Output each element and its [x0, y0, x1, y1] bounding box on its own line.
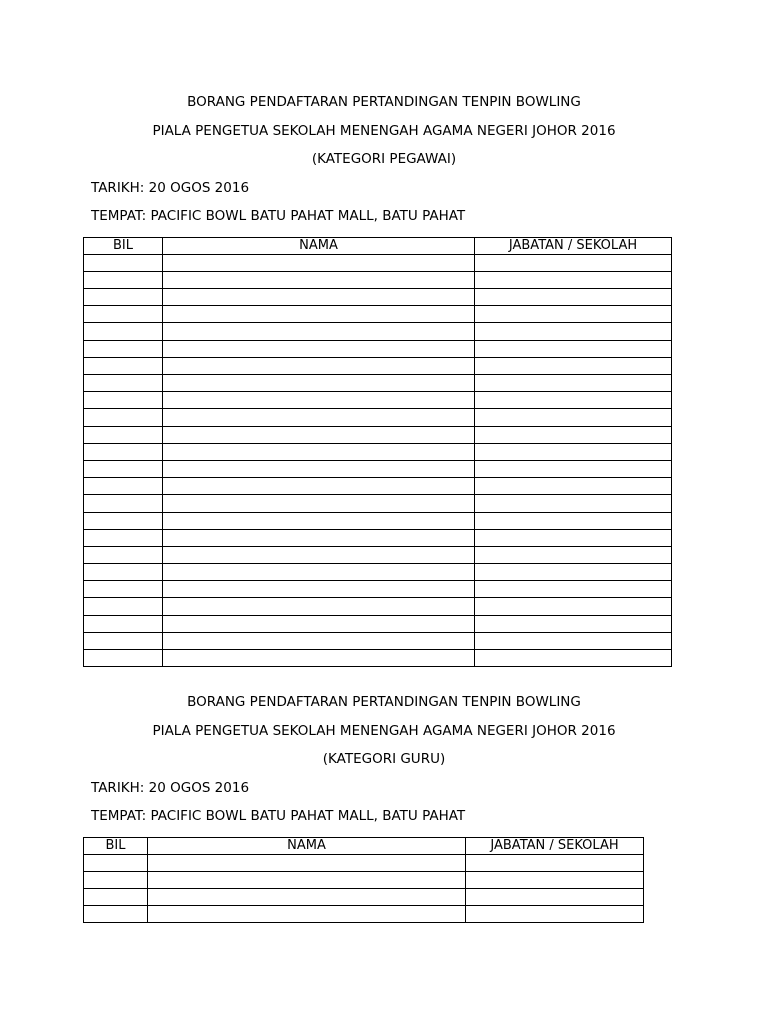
table-row [84, 271, 672, 288]
form-venue: TEMPAT: PACIFIC BOWL BATU PAHAT MALL, BATU PAHAT [91, 808, 466, 824]
cell-jabatan-sekolah[interactable] [475, 512, 672, 529]
table-row [84, 254, 672, 271]
form-category: (KATEGORI PEGAWAI) [311, 151, 457, 167]
cell-nama[interactable] [163, 650, 475, 667]
cell-bil[interactable] [84, 323, 163, 340]
column-header-nama: NAMA [148, 837, 466, 854]
cell-jabatan-sekolah[interactable] [466, 906, 644, 923]
cell-nama[interactable] [148, 871, 466, 888]
table-header-row [84, 237, 672, 254]
cell-nama[interactable] [163, 254, 475, 271]
cell-nama[interactable] [163, 426, 475, 443]
cell-jabatan-sekolah[interactable] [475, 650, 672, 667]
cell-nama[interactable] [163, 581, 475, 598]
cell-nama[interactable] [163, 632, 475, 649]
table-row [84, 478, 672, 495]
cell-bil[interactable] [84, 409, 163, 426]
cell-jabatan-sekolah[interactable] [475, 340, 672, 357]
form-title: BORANG PENDAFTARAN PERTANDINGAN TENPIN BOWLING [187, 694, 581, 710]
cell-bil[interactable] [84, 889, 148, 906]
cell-bil[interactable] [84, 906, 148, 923]
form-venue: TEMPAT: PACIFIC BOWL BATU PAHAT MALL, BATU PAHAT [91, 208, 466, 224]
cell-nama[interactable] [163, 495, 475, 512]
cell-bil[interactable] [84, 357, 163, 374]
form-date: TARIKH: 20 OGOS 2016 [91, 779, 250, 796]
cell-jabatan-sekolah[interactable] [475, 392, 672, 409]
cell-jabatan-sekolah[interactable] [466, 854, 644, 871]
table-row [84, 906, 644, 923]
cell-jabatan-sekolah[interactable] [466, 871, 644, 888]
cell-nama[interactable] [148, 906, 466, 923]
table-row [84, 650, 672, 667]
table-row [84, 306, 672, 323]
cell-bil[interactable] [84, 546, 163, 563]
cell-bil[interactable] [84, 650, 163, 667]
registration-form-guru [0, 688, 768, 923]
form-category: (KATEGORI GURU) [322, 751, 446, 767]
table-row [84, 615, 672, 632]
column-header-bil: BIL [84, 237, 163, 254]
table-row [84, 632, 672, 649]
cell-bil[interactable] [84, 871, 148, 888]
cell-jabatan-sekolah[interactable] [475, 495, 672, 512]
cell-jabatan-sekolah[interactable] [475, 460, 672, 477]
column-header-bil: BIL [84, 837, 148, 854]
cell-nama[interactable] [163, 512, 475, 529]
form-date: TARIKH: 20 OGOS 2016 [91, 179, 250, 196]
table-row [84, 889, 644, 906]
cell-nama[interactable] [163, 375, 475, 392]
form-title: BORANG PENDAFTARAN PERTANDINGAN TENPIN BOWLING [187, 94, 581, 110]
cell-bil[interactable] [84, 443, 163, 460]
cell-bil[interactable] [84, 460, 163, 477]
cell-nama[interactable] [163, 340, 475, 357]
cell-nama[interactable] [163, 598, 475, 615]
cell-nama[interactable] [163, 443, 475, 460]
cell-nama[interactable] [163, 409, 475, 426]
cell-jabatan-sekolah[interactable] [475, 289, 672, 306]
cell-bil[interactable] [84, 254, 163, 271]
table-row [84, 460, 672, 477]
cell-jabatan-sekolah[interactable] [475, 271, 672, 288]
cell-bil[interactable] [84, 615, 163, 632]
cell-nama[interactable] [163, 271, 475, 288]
cell-jabatan-sekolah[interactable] [475, 615, 672, 632]
column-header-jabatan-sekolah: JABATAN / SEKOLAH [466, 837, 644, 854]
cell-nama[interactable] [163, 392, 475, 409]
table-row [84, 512, 672, 529]
cell-jabatan-sekolah[interactable] [466, 889, 644, 906]
form-subtitle: PIALA PENGETUA SEKOLAH MENENGAH AGAMA NEGERI JOHOR 2016 [152, 722, 616, 739]
cell-jabatan-sekolah[interactable] [475, 409, 672, 426]
cell-jabatan-sekolah[interactable] [475, 323, 672, 340]
cell-jabatan-sekolah[interactable] [475, 632, 672, 649]
column-header-nama: NAMA [163, 237, 475, 254]
cell-nama[interactable] [148, 854, 466, 871]
cell-bil[interactable] [84, 392, 163, 409]
cell-bil[interactable] [84, 478, 163, 495]
table-row [84, 340, 672, 357]
table-row [84, 323, 672, 340]
cell-bil[interactable] [84, 512, 163, 529]
form-subtitle: PIALA PENGETUA SEKOLAH MENENGAH AGAMA NEGERI JOHOR 2016 [152, 122, 616, 139]
cell-nama[interactable] [163, 357, 475, 374]
cell-jabatan-sekolah[interactable] [475, 375, 672, 392]
cell-nama[interactable] [163, 306, 475, 323]
cell-bil[interactable] [84, 375, 163, 392]
cell-nama[interactable] [163, 323, 475, 340]
cell-bil[interactable] [84, 632, 163, 649]
table-row [84, 546, 672, 563]
cell-jabatan-sekolah[interactable] [475, 306, 672, 323]
table-row [84, 854, 644, 871]
table-row [84, 598, 672, 615]
column-header-jabatan-sekolah: JABATAN / SEKOLAH [475, 237, 672, 254]
cell-nama[interactable] [163, 460, 475, 477]
cell-bil[interactable] [84, 426, 163, 443]
cell-jabatan-sekolah[interactable] [475, 254, 672, 271]
cell-bil[interactable] [84, 340, 163, 357]
cell-bil[interactable] [84, 306, 163, 323]
cell-jabatan-sekolah[interactable] [475, 564, 672, 581]
cell-nama[interactable] [163, 564, 475, 581]
table-row [84, 529, 672, 546]
table-row [84, 581, 672, 598]
table-header-row [84, 837, 644, 854]
registration-table [83, 237, 672, 668]
table-row [84, 443, 672, 460]
cell-jabatan-sekolah[interactable] [475, 529, 672, 546]
table-row [84, 357, 672, 374]
cell-jabatan-sekolah[interactable] [475, 581, 672, 598]
cell-jabatan-sekolah[interactable] [475, 598, 672, 615]
cell-bil[interactable] [84, 271, 163, 288]
cell-bil[interactable] [84, 529, 163, 546]
cell-jabatan-sekolah[interactable] [475, 357, 672, 374]
cell-nama[interactable] [163, 615, 475, 632]
table-row [84, 392, 672, 409]
cell-nama[interactable] [163, 289, 475, 306]
table-row [84, 289, 672, 306]
cell-bil[interactable] [84, 581, 163, 598]
table-row [84, 871, 644, 888]
cell-bil[interactable] [84, 854, 148, 871]
cell-jabatan-sekolah[interactable] [475, 478, 672, 495]
table-row [84, 426, 672, 443]
registration-form-pegawai [0, 88, 768, 667]
cell-nama[interactable] [163, 478, 475, 495]
table-row [84, 409, 672, 426]
cell-bil[interactable] [84, 564, 163, 581]
cell-bil[interactable] [84, 495, 163, 512]
cell-nama[interactable] [163, 529, 475, 546]
cell-jabatan-sekolah[interactable] [475, 546, 672, 563]
table-row [84, 375, 672, 392]
table-row [84, 495, 672, 512]
cell-bil[interactable] [84, 598, 163, 615]
cell-jabatan-sekolah[interactable] [475, 426, 672, 443]
cell-bil[interactable] [84, 289, 163, 306]
cell-jabatan-sekolah[interactable] [475, 443, 672, 460]
registration-table [83, 837, 644, 924]
table-row [84, 564, 672, 581]
cell-nama[interactable] [163, 546, 475, 563]
cell-nama[interactable] [148, 889, 466, 906]
